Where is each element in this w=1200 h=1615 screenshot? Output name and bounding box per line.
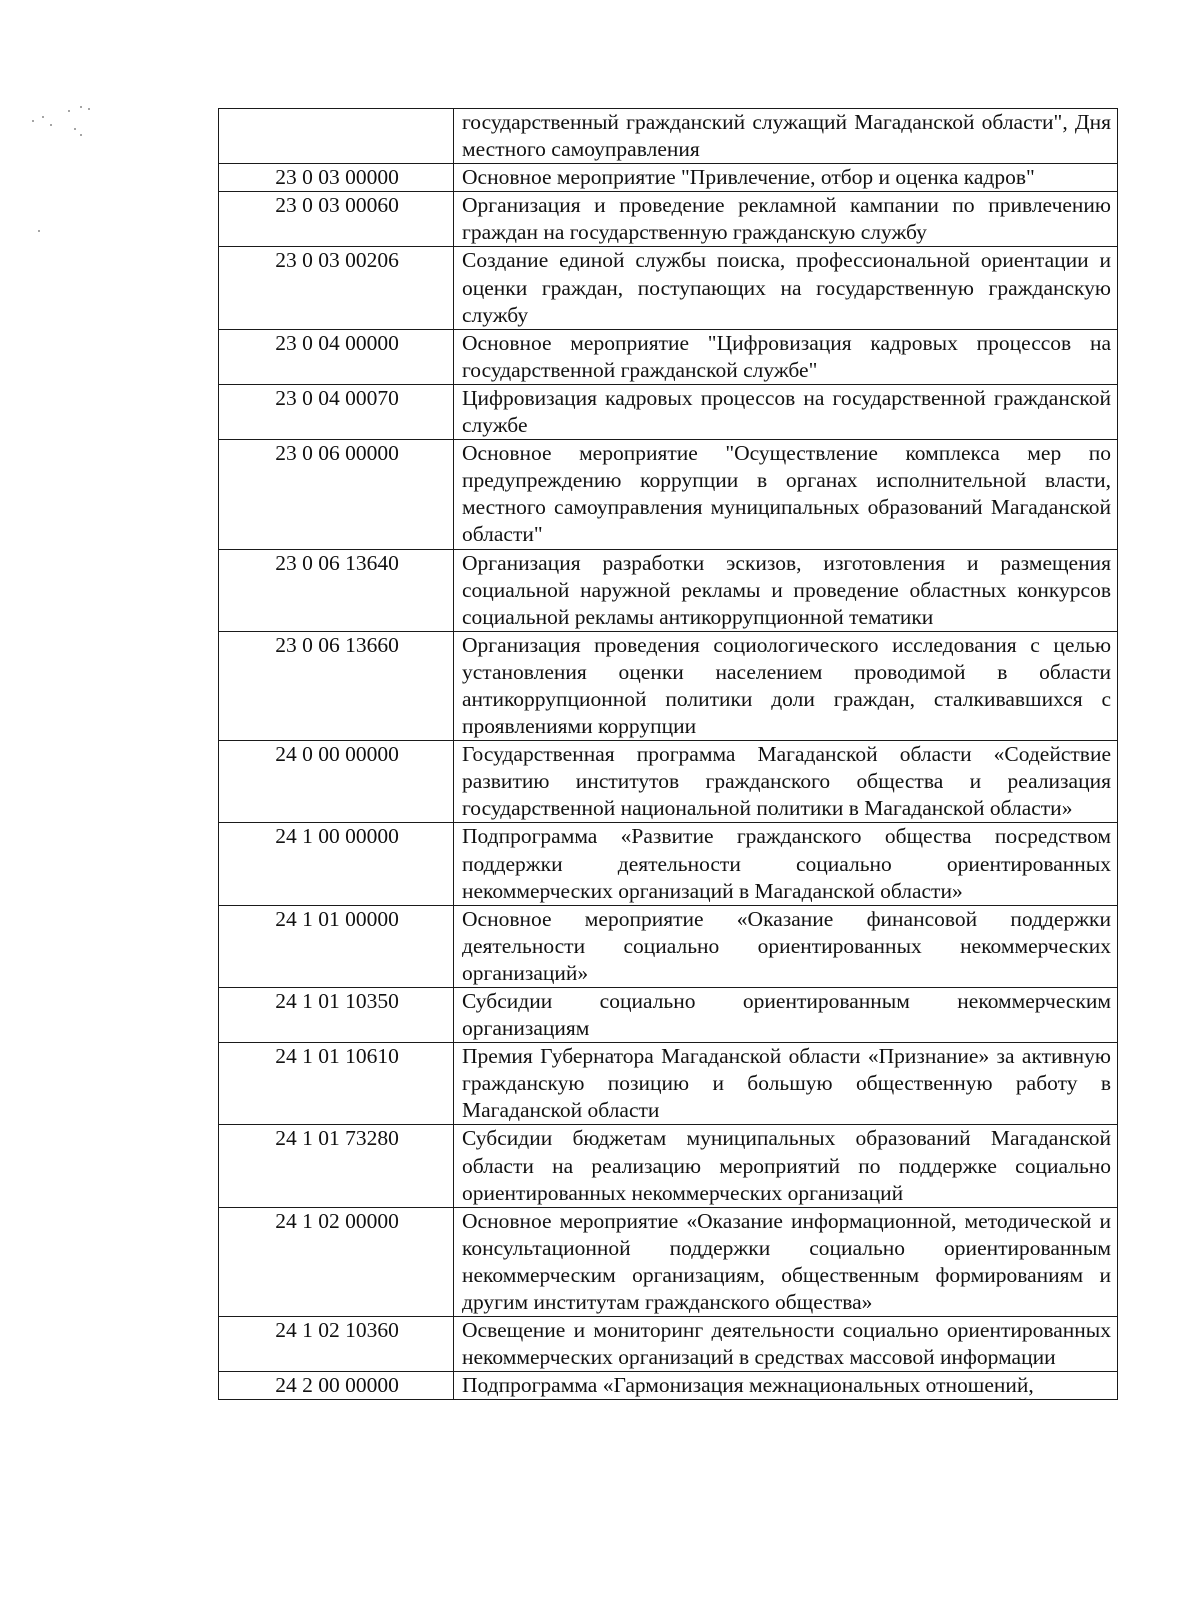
row-description: Организация проведения социологического исследования с целью установления оценки населением проводимой в области антикоррупционной политики доли граждан, сталкивавшихся с проявлениями коррупции	[454, 631, 1118, 740]
row-code: 24 2 00 00000	[219, 1372, 454, 1400]
row-description: Освещение и мониторинг деятельности социально ориентированных некоммерческих организаций в средствах массовой информации	[454, 1317, 1118, 1372]
row-description: Организация и проведение рекламной кампании по привлечению граждан на государственную гражданскую службу	[454, 192, 1118, 247]
row-code: 23 0 04 00000	[219, 329, 454, 384]
table-row	[219, 440, 1118, 549]
row-code: 24 1 02 10360	[219, 1317, 454, 1372]
row-description: Основное мероприятие "Осуществление комплекса мер по предупреждению коррупции в органах исполнительной власти, местного самоуправления муниципальных образований Магаданской области"	[454, 440, 1118, 549]
table-row	[219, 1043, 1118, 1125]
table-row	[219, 1372, 1118, 1400]
row-description: Подпрограмма «Гармонизация межнациональных отношений,	[454, 1372, 1118, 1400]
row-description: Государственная программа Магаданской области «Содействие развитию институтов гражданского общества и реализация государственной национальной политики в Магаданской области»	[454, 741, 1118, 823]
row-description: Создание единой службы поиска, профессиональной ориентации и оценки граждан, поступающих на государственную гражданскую службу	[454, 247, 1118, 329]
row-code: 23 0 04 00070	[219, 384, 454, 439]
row-code: 23 0 03 00060	[219, 192, 454, 247]
table-row	[219, 192, 1118, 247]
row-code: 23 0 06 00000	[219, 440, 454, 549]
table-row	[219, 741, 1118, 823]
row-code: 23 0 06 13660	[219, 631, 454, 740]
table-row	[219, 164, 1118, 192]
row-code: 24 1 00 00000	[219, 823, 454, 905]
row-description: Организация разработки эскизов, изготовления и размещения социальной наружной рекламы и проведение областных конкурсов социальной рекламы антикоррупционной тематики	[454, 549, 1118, 631]
row-description: Субсидии бюджетам муниципальных образований Магаданской области на реализацию мероприятий по поддержке социально ориентированных некоммерческих организаций	[454, 1125, 1118, 1207]
table-row	[219, 1125, 1118, 1207]
row-code: 24 1 02 00000	[219, 1207, 454, 1316]
table-body	[219, 109, 1118, 1400]
row-description: государственный гражданский служащий Магаданской области", Дня местного самоуправления	[454, 109, 1118, 164]
table-row	[219, 1207, 1118, 1316]
row-code: 23 0 03 00000	[219, 164, 454, 192]
table-row	[219, 384, 1118, 439]
table-row	[219, 905, 1118, 987]
row-description: Основное мероприятие "Цифровизация кадровых процессов на государственной гражданской службе"	[454, 329, 1118, 384]
table-row	[219, 823, 1118, 905]
table-row	[219, 631, 1118, 740]
row-code: 24 0 00 00000	[219, 741, 454, 823]
row-code	[219, 109, 454, 164]
row-code: 24 1 01 10350	[219, 988, 454, 1043]
row-description: Субсидии социально ориентированным некоммерческим организациям	[454, 988, 1118, 1043]
table-row	[219, 549, 1118, 631]
row-code: 24 1 01 73280	[219, 1125, 454, 1207]
scan-artifact	[28, 100, 98, 160]
row-code: 24 1 01 10610	[219, 1043, 454, 1125]
table-row	[219, 1317, 1118, 1372]
table-row	[219, 988, 1118, 1043]
row-description: Подпрограмма «Развитие гражданского общества посредством поддержки деятельности социально ориентированных некоммерческих организаций в Магаданской области»	[454, 823, 1118, 905]
row-code: 23 0 03 00206	[219, 247, 454, 329]
row-code: 24 1 01 00000	[219, 905, 454, 987]
row-description: Основное мероприятие «Оказание финансовой поддержки деятельности социально ориентированных некоммерческих организаций»	[454, 905, 1118, 987]
row-description: Премия Губернатора Магаданской области «Признание» за активную гражданскую позицию и большую общественную работу в Магаданской области	[454, 1043, 1118, 1125]
row-description: Основное мероприятие "Привлечение, отбор и оценка кадров"	[454, 164, 1118, 192]
row-description: Основное мероприятие «Оказание информационной, методической и консультационной поддержки социально ориентированным некоммерческим организациям, общественным формированиям и другим институтам гражданского общества»	[454, 1207, 1118, 1316]
table-row	[219, 247, 1118, 329]
row-description: Цифровизация кадровых процессов на государственной гражданской службе	[454, 384, 1118, 439]
table-row	[219, 109, 1118, 164]
budget-classification-table	[218, 108, 1118, 1400]
row-code: 23 0 06 13640	[219, 549, 454, 631]
table-row	[219, 329, 1118, 384]
